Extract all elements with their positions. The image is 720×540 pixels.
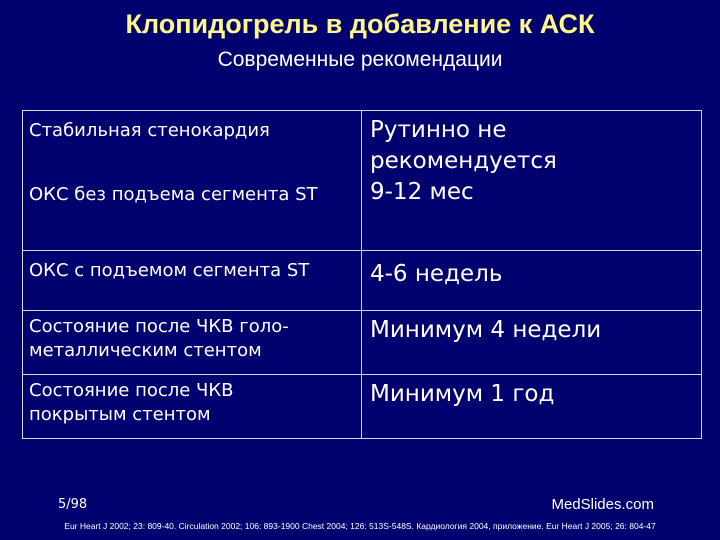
condition-cell: [23, 251, 362, 311]
duration-text-9-12: 9-12 мес: [370, 179, 474, 205]
slide-number: 5/98: [58, 497, 88, 512]
table-row: [23, 375, 702, 439]
condition-text-stable-angina: Стабильная стенокардия: [29, 120, 270, 141]
condition-text-bms: Состояние после ЧКВ голо-металлическим стентом: [29, 316, 289, 361]
duration-text-min-4-weeks: Минимум 4 недели: [370, 317, 602, 343]
duration-text-min-1-year: Минимум 1 год: [370, 381, 555, 407]
condition-text-nste-acs: ОКС без подъема сегмента ST: [29, 184, 318, 205]
site-label: MedSlides.com: [551, 496, 654, 513]
table-row: [23, 311, 702, 375]
table-row: [23, 251, 702, 311]
duration-cell: [362, 375, 702, 439]
duration-text-4-6-weeks: 4-6 недель: [370, 261, 503, 287]
recommendations-table: [22, 110, 702, 439]
condition-cell: [23, 311, 362, 375]
condition-text-stemi: ОКС с подъемом сегмента ST: [29, 260, 310, 281]
condition-text-des: Состояние после ЧКВ покрытым стентом: [29, 380, 234, 425]
duration-cell: [362, 251, 702, 311]
table-row: [23, 111, 702, 251]
condition-cell: [23, 375, 362, 439]
duration-text-routine: Рутинно не рекомендуется: [370, 117, 557, 174]
condition-cell: [23, 111, 362, 251]
references-footnote: Eur Heart J 2002; 23: 809-40. Circulation 2002; 106: 893-1900 Chest 2004; 126: 513S-548S. Кардиология 2004, приложение. Eur Heart J 2005; 26: 804-47: [64, 521, 656, 531]
slide-subtitle: Современные рекомендации: [217, 48, 503, 71]
duration-cell: [362, 311, 702, 375]
slide-title: Клопидогрель в добавление к АСК: [125, 9, 595, 39]
duration-cell: [362, 111, 702, 251]
